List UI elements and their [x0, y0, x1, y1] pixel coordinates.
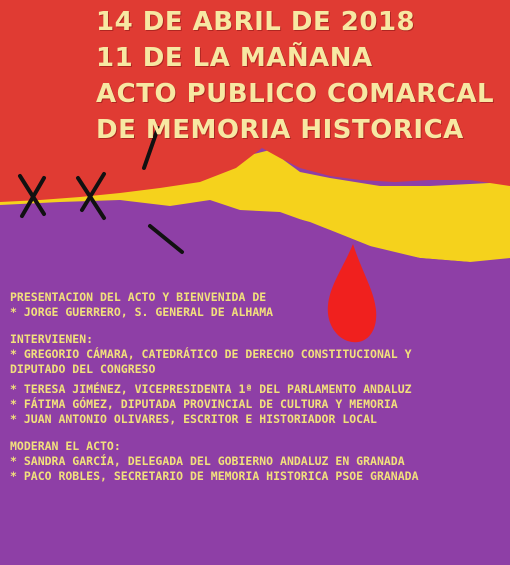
event-date: 14 DE ABRIL DE 2018 [96, 7, 416, 37]
presentation-speaker: * JORGE GUERRERO, S. GENERAL DE ALHAMA [10, 305, 274, 319]
speaker-item: DIPUTADO DEL CONGRESO [10, 362, 156, 376]
speaker-item: * JUAN ANTONIO OLIVARES, ESCRITOR E HISTORIADOR LOCAL [10, 412, 377, 426]
presentation-heading: PRESENTACION DEL ACTO Y BIENVENIDA DE [10, 290, 267, 304]
poster-header [96, 4, 506, 148]
moderators-heading: MODERAN EL ACTO: [10, 439, 121, 453]
event-time: 11 DE LA MAÑANA [96, 43, 373, 73]
moderator-item: * SANDRA GARCÍA, DELEGADA DEL GOBIERNO ANDALUZ EN GRANADA [10, 454, 405, 468]
event-title-line-2: DE MEMORIA HISTORICA [96, 115, 464, 145]
speakers-heading: INTERVIENEN: [10, 332, 94, 346]
event-title-line-1: ACTO PUBLICO COMARCAL [96, 79, 495, 109]
program-details [10, 290, 505, 484]
speaker-item: * TERESA JIMÉNEZ, VICEPRESIDENTA 1ª DEL PARLAMENTO ANDALUZ [10, 382, 412, 396]
speaker-item: * FÁTIMA GÓMEZ, DIPUTADA PROVINCIAL DE CULTURA Y MEMORIA [10, 397, 398, 411]
moderator-item: * PACO ROBLES, SECRETARIO DE MEMORIA HISTORICA PSOE GRANADA [10, 469, 419, 483]
speaker-item: * GREGORIO CÁMARA, CATEDRÁTICO DE DERECHO CONSTITUCIONAL Y [10, 347, 412, 361]
